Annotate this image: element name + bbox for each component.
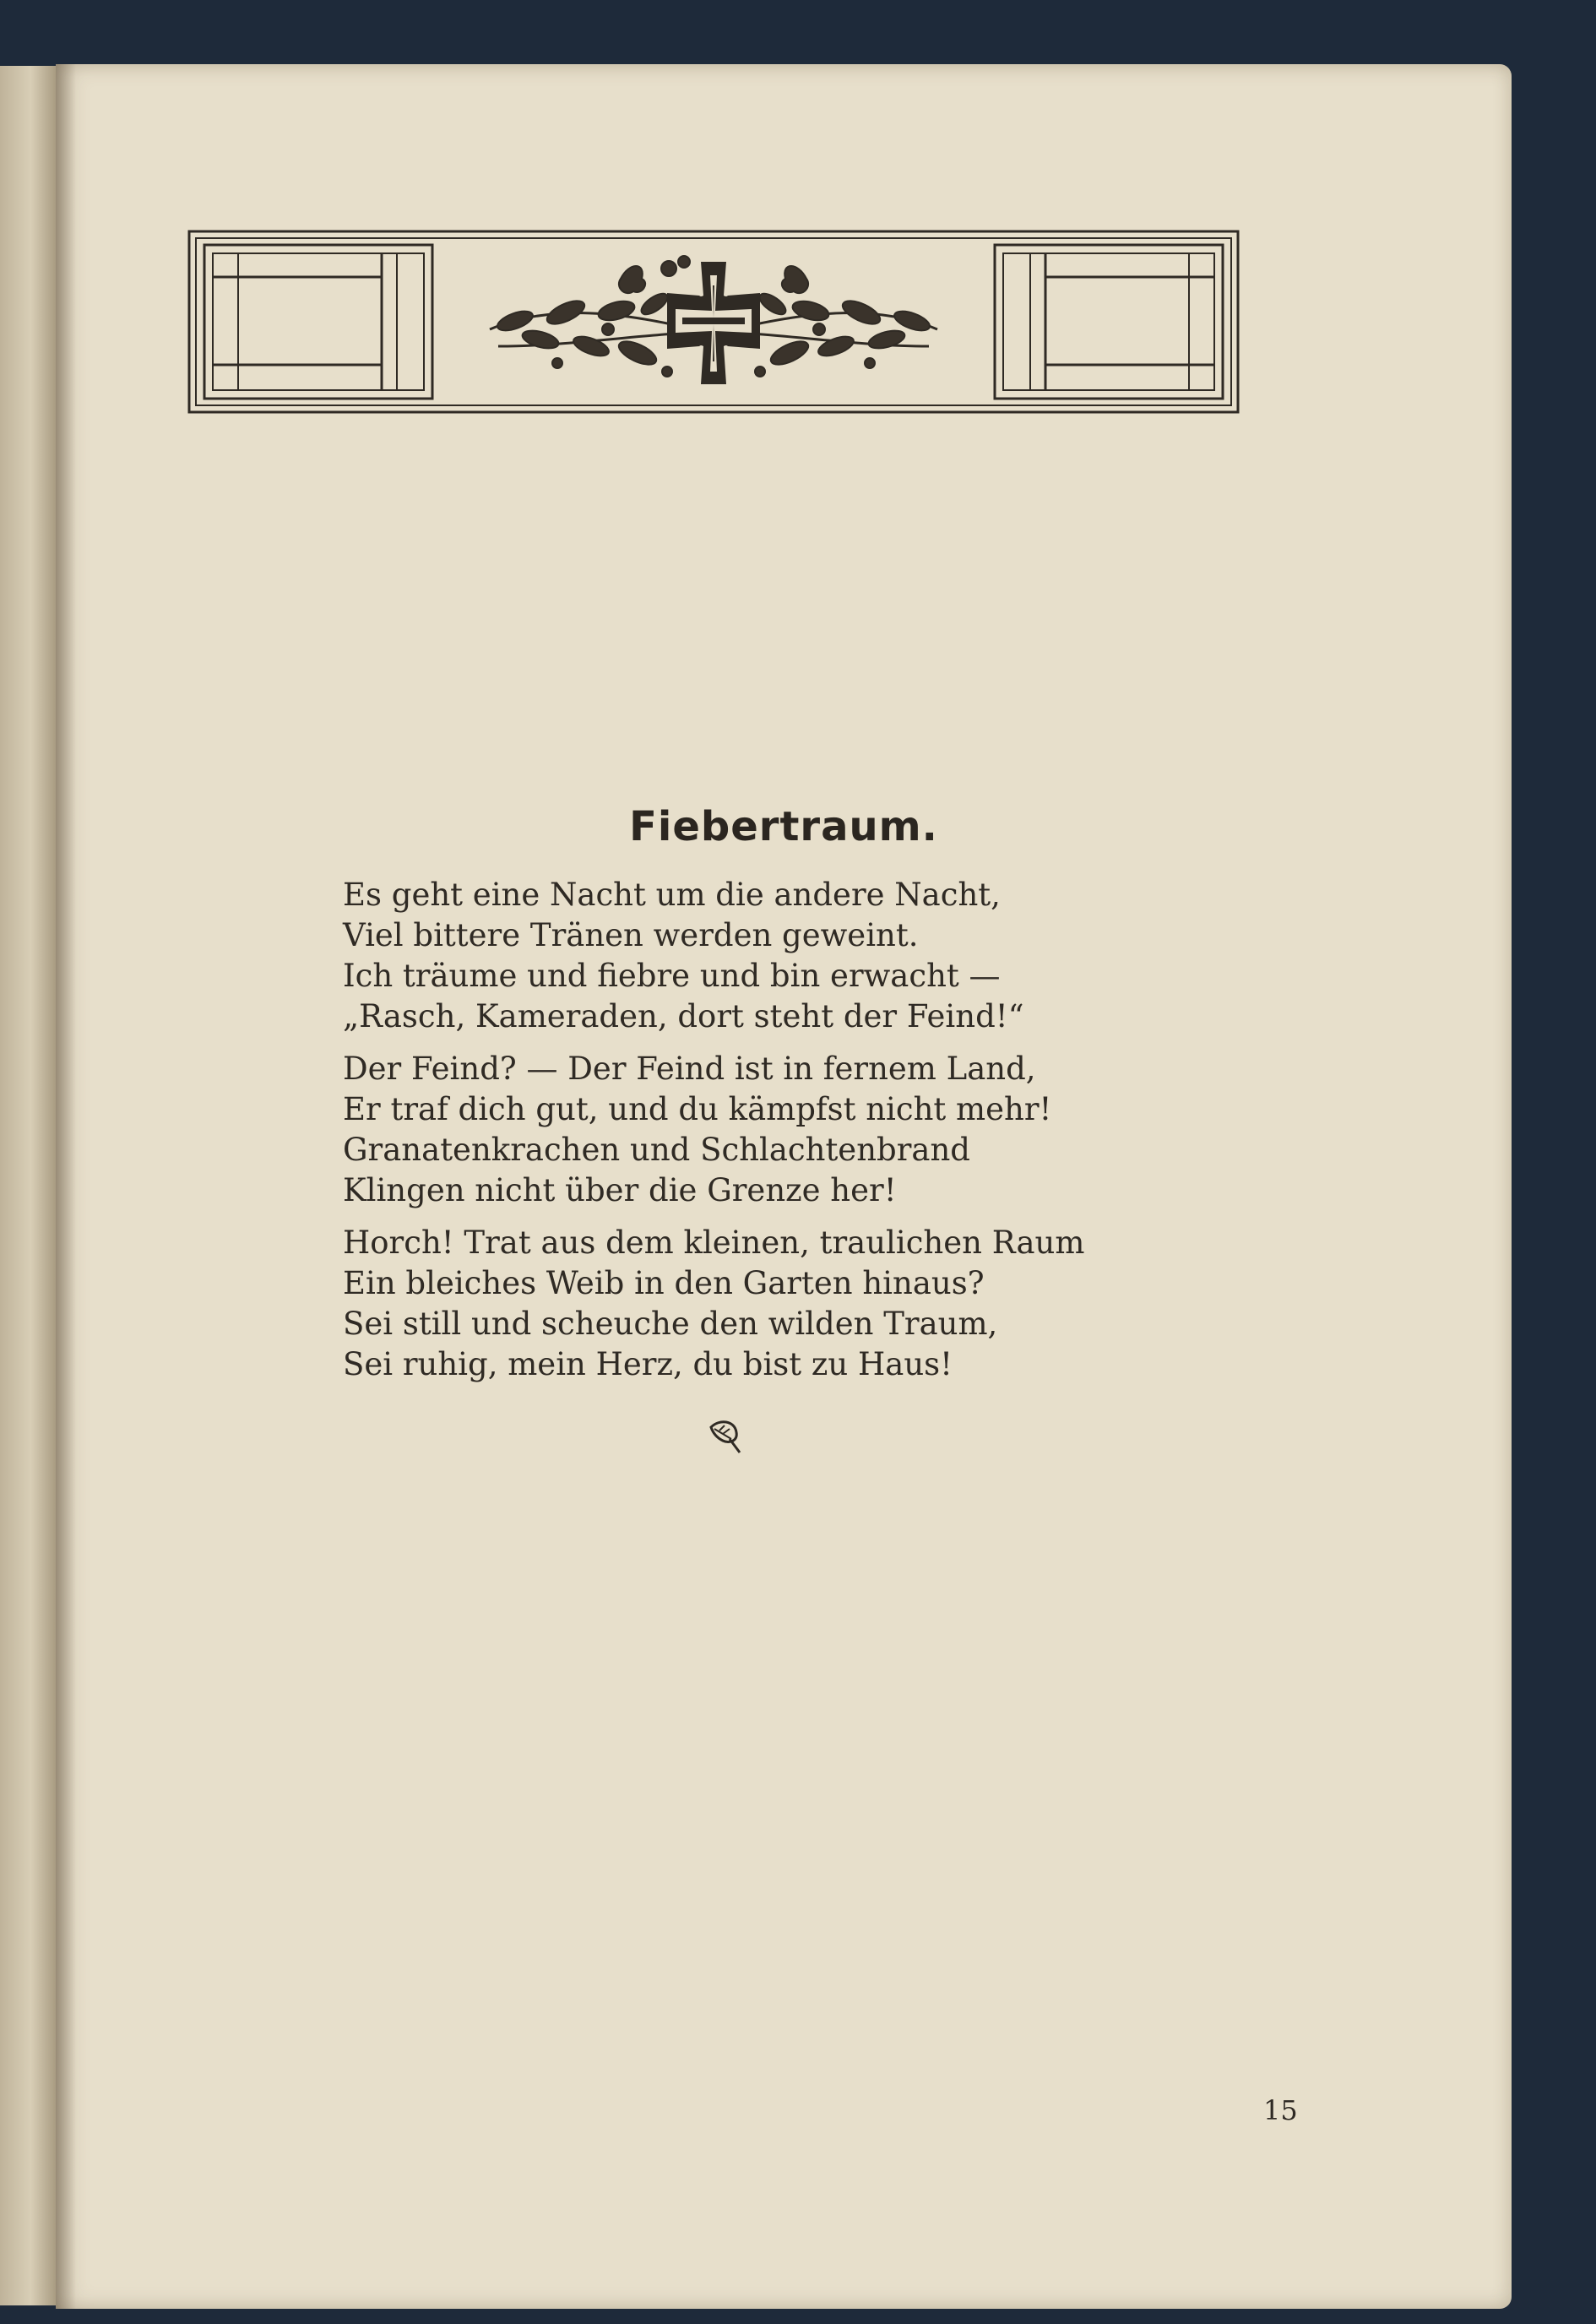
verse-line: Granatenkrachen und Schlachtenbrand	[343, 1132, 970, 1168]
poem-title: Fiebertraum.	[629, 803, 938, 850]
verse-line: „Rasch, Kameraden, dort steht der Feind!“	[343, 998, 1024, 1034]
verse-line: Der Feind? — Der Feind ist in fernem Land,	[343, 1051, 1036, 1087]
verse-line: Ich träume und fiebre und bin erwacht —	[343, 958, 1001, 994]
verse-line: Ein bleiches Weib in den Garten hinaus?	[343, 1265, 985, 1301]
stanza-2	[343, 1049, 1187, 1211]
verse-line: Sei still und scheuche den wilden Traum,	[343, 1306, 998, 1342]
iron-cross-wreath-icon	[473, 245, 954, 405]
verse-line: Er traf dich gut, und du kämpfst nicht mehr!	[343, 1091, 1052, 1127]
poem-body	[343, 875, 1187, 1397]
stanza-3	[343, 1223, 1187, 1385]
verse-line: Es geht eine Nacht um die andere Nacht,	[343, 877, 1001, 913]
stanza-1	[343, 875, 1187, 1037]
verse-line: Klingen nicht über die Grenze her!	[343, 1172, 897, 1208]
verse-line: Horch! Trat aus dem kleinen, traulichen Raum	[343, 1224, 1085, 1261]
spine-shadow	[56, 64, 76, 2309]
verse-line: Sei ruhig, mein Herz, du bist zu Haus!	[343, 1346, 953, 1382]
page-number: 15	[1263, 2094, 1298, 2126]
verse-line: Viel bittere Tränen werden geweint.	[343, 917, 919, 953]
leaf-vignette-icon	[706, 1415, 746, 1456]
facing-page-edge	[0, 66, 56, 2305]
